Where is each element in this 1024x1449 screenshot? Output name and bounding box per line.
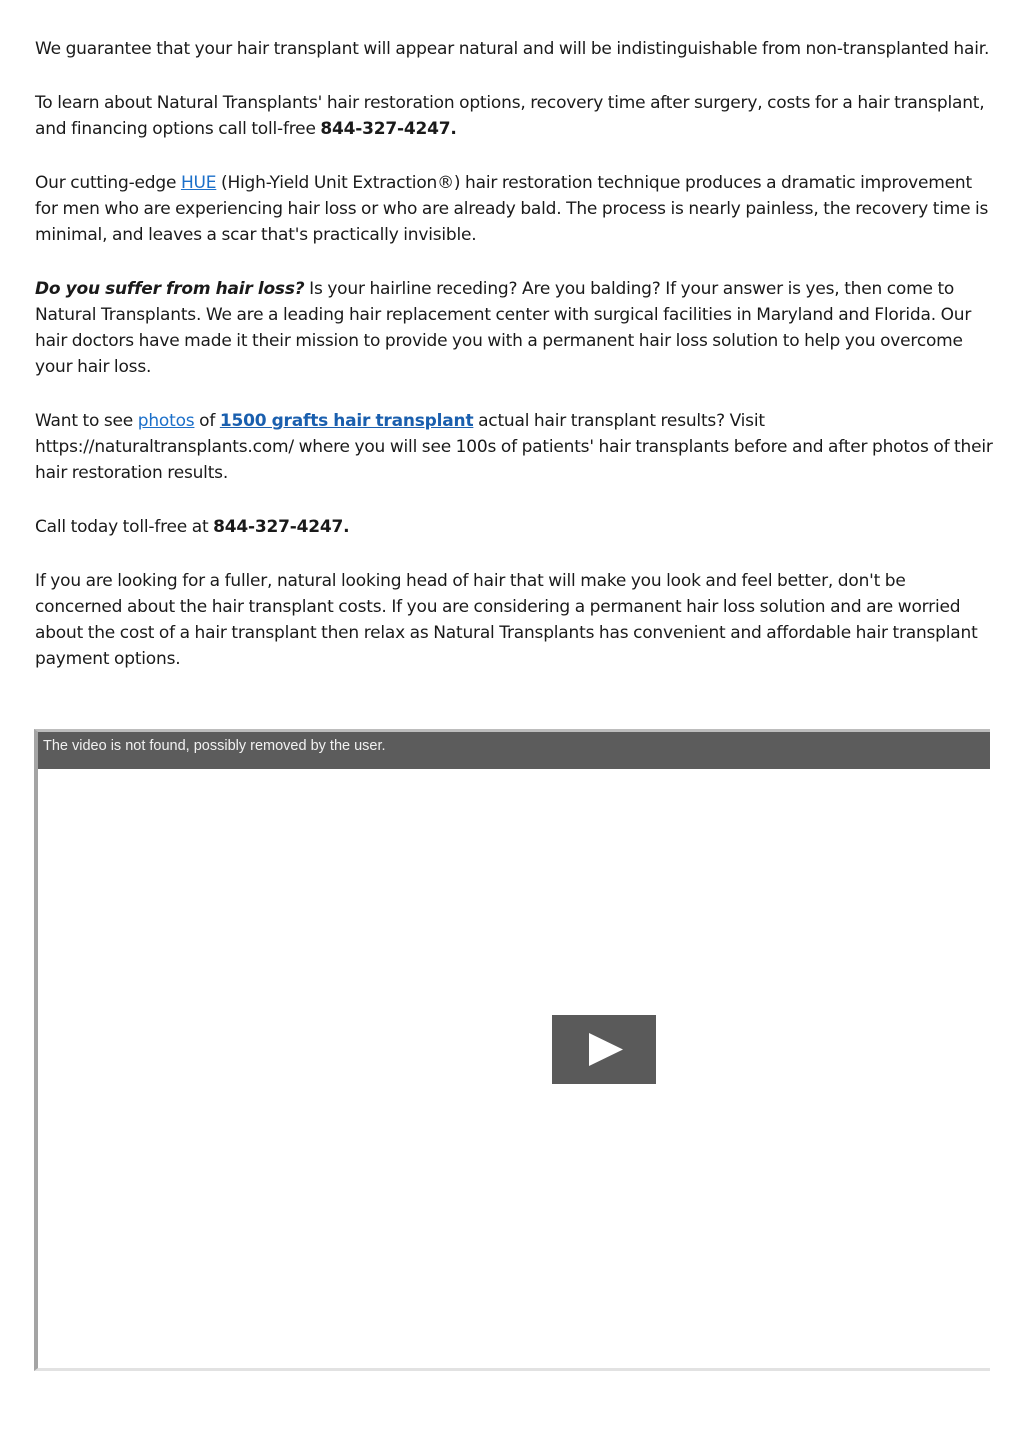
video-error-message: The video is not found, possibly removed by the user. bbox=[43, 738, 386, 754]
photos-of-text: of bbox=[194, 411, 220, 431]
play-icon bbox=[552, 1015, 656, 1084]
costs-text: If you are looking for a fuller, natural looking head of hair that will make you look and feel better, don't be concerned about the hair transplant costs. If you are considering a permanent hair loss solution and are worried about the cost of a hair transplant then relax as Natural Transplants has convenient and affordable hair transplant payment options. bbox=[35, 571, 978, 669]
play-button[interactable] bbox=[552, 1015, 656, 1084]
guarantee-text: We guarantee that your hair transplant will appear natural and will be indistinguishable from non-transplanted hair. bbox=[35, 39, 990, 59]
paragraph-guarantee bbox=[35, 36, 995, 62]
paragraph-learn-more bbox=[35, 90, 995, 142]
photos-link[interactable]: photos bbox=[137, 411, 195, 431]
hue-link[interactable]: HUE bbox=[180, 173, 217, 193]
phone-number-call: 844-327-4247. bbox=[213, 517, 350, 537]
phone-number: 844-327-4247. bbox=[320, 119, 457, 139]
paragraph-costs bbox=[35, 568, 995, 672]
grafts-transplant-link[interactable]: 1500 grafts hair transplant bbox=[219, 411, 474, 431]
hair-loss-text: Is your hairline receding? Are you balding? If your answer is yes, then come to Natural Transplants. We are a leading hair replacement center with surgical facilities in Maryland and Florida. Our hair doctors have made it their mission to provide you with a permanent hair loss solution to help you overcome your hair loss. bbox=[35, 279, 972, 377]
video-error-bar bbox=[38, 732, 990, 769]
learn-more-text: To learn about Natural Transplants' hair restoration options, recovery time after surgery, costs for a hair transplant, and financing options call toll-free bbox=[35, 93, 985, 139]
paragraph-hue bbox=[35, 170, 995, 248]
article-body bbox=[35, 36, 995, 700]
hue-description-text: (High-Yield Unit Extraction®) hair restoration technique produces a dramatic improvement for men who are experiencing hair loss or who are already bald. The process is nearly painless, the recovery time is minimal, and leaves a scar that's practically invisible. bbox=[35, 173, 989, 245]
video-embed[interactable] bbox=[34, 729, 990, 1371]
call-today-text: Call today toll-free at bbox=[35, 517, 214, 537]
hue-intro-text: Our cutting-edge bbox=[35, 173, 181, 193]
hair-loss-question: Do you suffer from hair loss? bbox=[35, 279, 305, 299]
photos-intro-text: Want to see bbox=[35, 411, 138, 431]
paragraph-hair-loss bbox=[35, 276, 995, 380]
photos-description-text: actual hair transplant results? Visit https://naturaltransplants.com/ where you will see 100s of patients' hair transplants before and after photos of their hair restoration results. bbox=[35, 411, 993, 483]
paragraph-photos bbox=[35, 408, 995, 486]
paragraph-call-today bbox=[35, 514, 995, 540]
